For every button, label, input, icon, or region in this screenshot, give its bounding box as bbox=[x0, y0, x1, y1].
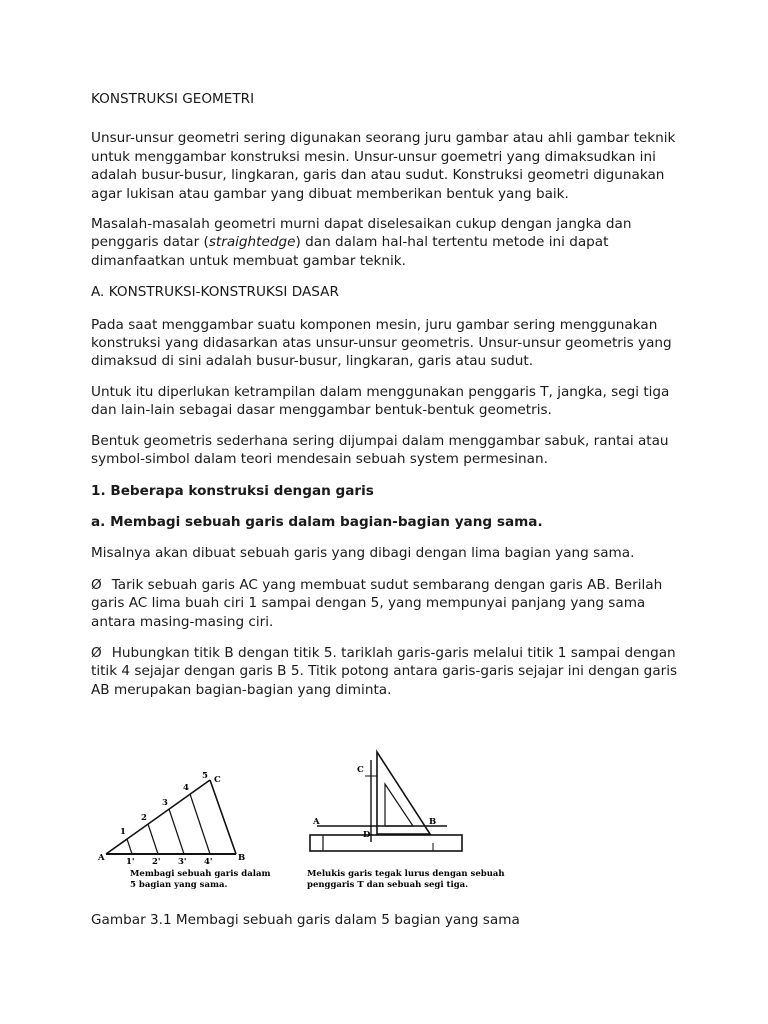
bullet-item-2-text: Hubungkan titik B dengan titik 5. tariklah garis-garis melalui titik 1 sampai dengan titik 4 sejajar dengan garis B 5. Titik potong antara garis-garis sejajar ini dengan garis AB merupakan bagian-bagian yang diminta. bbox=[91, 644, 678, 698]
fig1-label-2p: 2' bbox=[152, 857, 161, 867]
figure-perpendicular-drawing bbox=[305, 742, 505, 900]
subheading-a: a. Membagi sebuah garis dalam bagian-bagian yang sama. bbox=[91, 513, 543, 530]
paragraph-5: Bentuk geometris sederhana sering dijumpai dalam menggambar sabuk, rantai atau symbol-simbol dalam teori mendesain sebuah system permesinan. bbox=[91, 432, 669, 468]
document-page bbox=[91, 90, 691, 699]
fig2-caption-line2: penggaris T dan sebuah segi tiga. bbox=[307, 880, 469, 890]
paragraph-6: Misalnya akan dibuat sebuah garis yang dibagi dengan lima bagian yang sama. bbox=[91, 545, 635, 562]
bullet-item-1-text: Tarik sebuah garis AC yang membuat sudut sembarang dengan garis AB. Berilah garis AC lima buah ciri 1 sampai dengan 5, yang mempunyai panjang yang sama antara masing-masing ciri. bbox=[91, 576, 663, 630]
paragraph-1: Unsur-unsur geometri sering digunakan seorang juru gambar atau ahli gambar teknik untuk menggambar konstruksi mesin. Unsur-unsur goemetri yang dimaksudkan ini adalah busur-busur, lingkaran, garis dan atau sudut. Konstruksi geometri digunakan agar lukisan atau gambar yang dibuat memberikan bentuk yang baik. bbox=[91, 130, 676, 202]
figure-divide-line bbox=[90, 768, 270, 900]
fig1-label-2: 2 bbox=[141, 813, 147, 823]
fig1-label-3: 3 bbox=[162, 798, 168, 808]
fig1-caption-line1: Membagi sebuah garis dalam bbox=[130, 869, 271, 879]
figure-perpendicular bbox=[305, 742, 505, 900]
fig1-label-3p: 3' bbox=[178, 857, 187, 867]
fig2-caption-line1: Melukis garis tegak lurus dengan sebuah bbox=[307, 869, 505, 879]
section-heading-a: A. KONSTRUKSI-KONSTRUKSI DASAR bbox=[91, 284, 339, 301]
paragraph-4: Untuk itu diperlukan ketrampilan dalam menggunakan penggaris T, jangka, segi tiga dan lain-lain sebagai dasar menggambar bentuk-bentuk geometris. bbox=[91, 383, 670, 419]
fig1-label-A: A bbox=[98, 853, 105, 863]
figure-caption: Gambar 3.1 Membagi sebuah garis dalam 5 bagian yang sama bbox=[91, 912, 520, 928]
fig1-label-1: 1 bbox=[120, 827, 126, 837]
document-title: KONSTRUKSI GEOMETRI bbox=[91, 91, 255, 107]
bullet-icon: Ø bbox=[91, 576, 102, 593]
paragraph-2-start: Masalah-masalah geometri murni dapat diselesaikan cukup dengan jangka dan penggaris datar ( bbox=[91, 216, 632, 251]
fig2-label-C: C bbox=[357, 765, 364, 775]
subheading-1: 1. Beberapa konstruksi dengan garis bbox=[91, 482, 374, 499]
fig1-label-B: B bbox=[238, 853, 246, 863]
fig1-label-5: 5 bbox=[202, 771, 208, 781]
paragraph-3: Pada saat menggambar suatu komponen mesin, juru gambar sering menggunakan konstruksi yang didasarkan atas unsur-unsur geometris. Unsur-unsur geometris yang dimaksud di sini adalah busur-busur, lingkaran, garis atau sudut. bbox=[91, 316, 672, 370]
paragraph-2 bbox=[91, 215, 691, 270]
fig1-label-4p: 4' bbox=[204, 857, 213, 867]
bullet-item-1 bbox=[91, 576, 691, 631]
fig1-caption-line2: 5 bagian yang sama. bbox=[130, 880, 228, 890]
bullet-item-2 bbox=[91, 644, 691, 699]
figure-divide-line-drawing bbox=[90, 768, 270, 900]
fig2-label-A: A bbox=[313, 817, 320, 827]
fig1-label-C: C bbox=[214, 775, 221, 785]
bullet-icon: Ø bbox=[91, 644, 102, 661]
paragraph-2-end: ) dan dalam hal-hal tertentu metode ini dapat dimanfaatkan untuk membuat gambar teknik. bbox=[91, 234, 609, 269]
fig1-label-1p: 1' bbox=[126, 857, 135, 867]
fig2-label-B: B bbox=[429, 817, 437, 827]
paragraph-2-italic: straightedge bbox=[208, 234, 296, 251]
fig2-label-D: D bbox=[363, 830, 371, 840]
fig1-label-4: 4 bbox=[183, 783, 189, 793]
